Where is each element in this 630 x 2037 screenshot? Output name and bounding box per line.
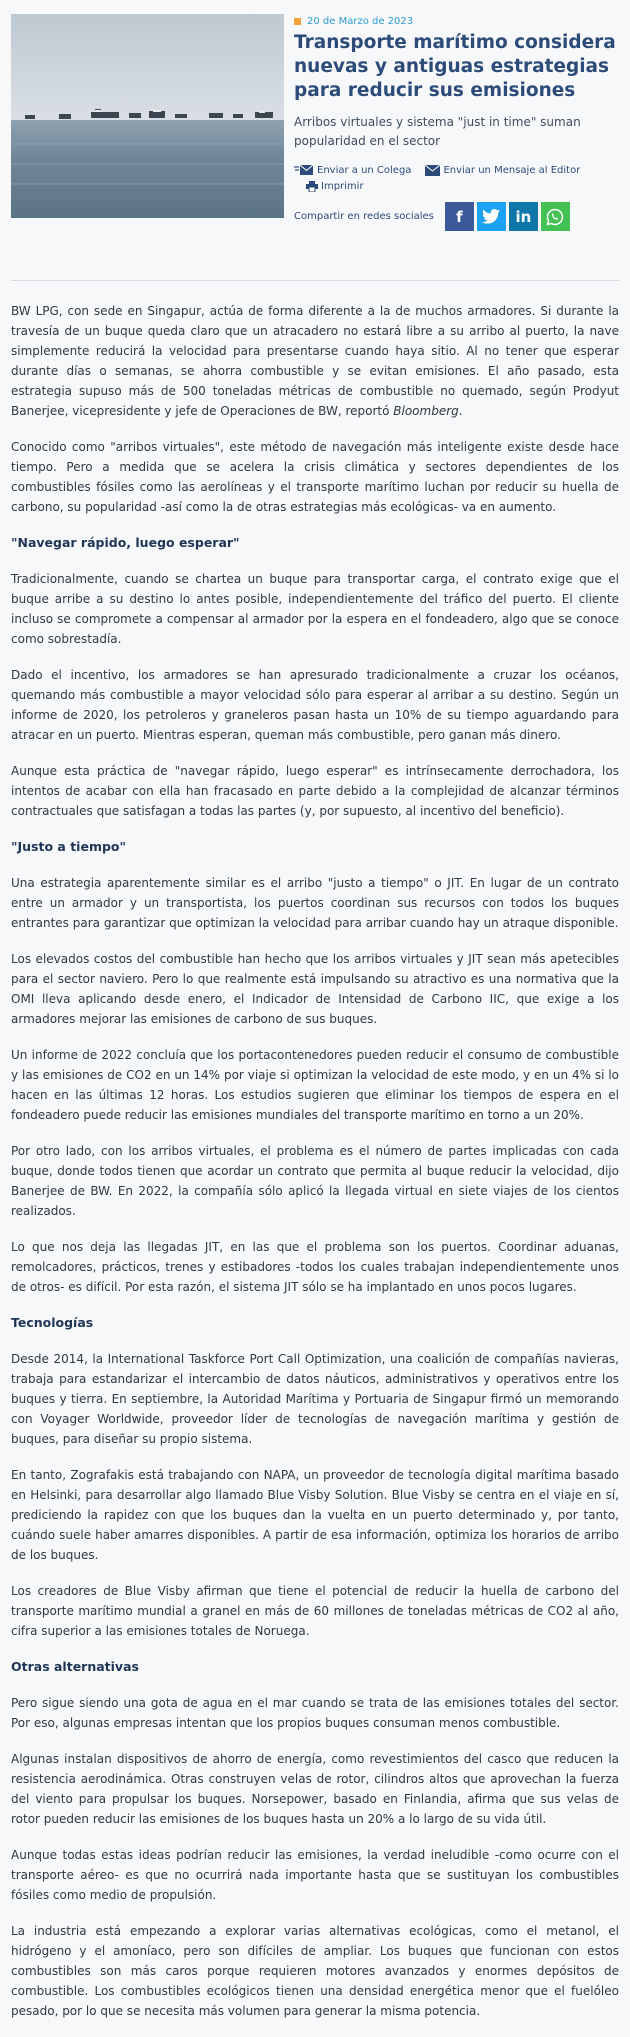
mail-forward-icon bbox=[294, 164, 314, 176]
print-link[interactable] bbox=[306, 181, 364, 192]
send-colleague-label: Enviar a un Colega bbox=[317, 164, 412, 176]
facebook-share-button[interactable] bbox=[445, 202, 474, 231]
printer-icon bbox=[306, 181, 318, 192]
send-editor-label: Enviar un Mensaje al Editor bbox=[443, 164, 581, 176]
paragraph: Conocido como "arribos virtuales", este método de navegación más inteligente existe desde hace tiempo. Pero a medida que se acelera la crisis climática y sectores dependientes de los combustibles fósiles como las aerolíneas y el transporte marítimo luchan por reducir su huella de carbono, su popularidad -así como la de otras estrategias más ecológicas- va en aumento. bbox=[11, 440, 619, 514]
facebook-icon: f bbox=[456, 207, 463, 226]
paragraph: Algunas instalan dispositivos de ahorro de energía, como revestimientos del casco que reducen la resistencia aerodinámica. Otras construyen velas de rotor, cilindros altos que aprovechan la fuerza del viento para propulsar los buques. Norsepower, basado en Finlandia, afirma que sus velas de rotor pueden reducir las emisiones de los buques hasta un 20% a lo largo de su vida útil. bbox=[11, 1752, 619, 1826]
linkedin-share-button[interactable] bbox=[509, 202, 538, 231]
paragraph: Pero sigue siendo una gota de agua en el mar cuando se trata de las emisiones totales del sector. Por eso, algunas empresas intentan que los propios buques consuman menos combustible. bbox=[11, 1696, 619, 1730]
article-actions bbox=[294, 164, 624, 192]
header-divider bbox=[11, 280, 619, 281]
paragraph: Una estrategia aparentemente similar es el arribo "justo a tiempo" o JIT. En lugar de un contrato entre un armador y un transportista, los puertos coordinan sus recursos con todos los buques entrantes para garantizar que optimizan la velocidad para arribar cuando hay un atraque disponible. bbox=[11, 876, 619, 930]
paragraph: La industria está empezando a explorar varias alternativas ecológicas, como el metanol, el hidrógeno y el amoníaco, pero son difíciles de ampliar. Los buques que funcionan con estos combustibles son más caros porque requieren motores avanzados y enormes depósitos de combustible. Los combustibles ecológicos tienen una densidad energética menor que el fuelóleo pesado, por lo que se necesita más volumen para generar la misma potencia. bbox=[11, 1924, 619, 2018]
send-editor-link[interactable] bbox=[425, 165, 580, 176]
mail-icon bbox=[425, 165, 440, 176]
article-subtitle: Arribos virtuales y sistema "just in time" suman popularidad en el sector bbox=[294, 115, 581, 148]
paragraph-text: . bbox=[458, 404, 463, 418]
twitter-icon bbox=[482, 209, 500, 224]
section-heading: Tecnologías bbox=[11, 1315, 94, 1330]
twitter-share-button[interactable] bbox=[477, 202, 506, 231]
source-name: Bloomberg bbox=[393, 404, 459, 418]
publish-date bbox=[294, 16, 624, 27]
date-marker-icon bbox=[294, 18, 301, 25]
paragraph-text: BW LPG, con sede en Singapur, actúa de forma diferente a la de muchos armadores. Si durante la travesía de un buque queda claro que un atracadero no estará libre a su arribo al puerto, la nave simplemente reducirá la velocidad para presentarse cuando haya sitio. Al no tener que esperar durante días o semanas, se ahorra combustible y se evitan emisiones. El año pasado, esta estrategia supuso más de 500 toneladas métricas de combustible no quemado, según Prodyut Banerjee, vicepresidente y jefe de Operaciones de BW, reportó bbox=[11, 304, 619, 418]
paragraph: Aunque todas estas ideas podrían reducir las emisiones, la verdad ineludible -como ocurre con el transporte aéreo- es que no ocurrirá nada importante hasta que se sustituyan los combustibles fósiles como medio de propulsión. bbox=[11, 1848, 619, 1902]
paragraph: Lo que nos deja las llegadas JIT, en las que el problema son los puertos. Coordinar aduanas, remolcadores, prácticos, trenes y estibadores -todos los cuales trabajan independientemente unos de otros- es difícil. Por esta razón, el sistema JIT sólo se ha implantado en unos pocos lugares. bbox=[11, 1240, 619, 1294]
share-label: Compartir en redes sociales bbox=[294, 211, 434, 222]
section-heading: "Navegar rápido, luego esperar" bbox=[11, 535, 240, 550]
section-heading: "Justo a tiempo" bbox=[11, 839, 127, 854]
paragraph bbox=[11, 301, 619, 421]
paragraph: Dado el incentivo, los armadores se han apresurado tradicionalmente a cruzar los océanos, quemando más combustible a mayor velocidad sólo para esperar al arribar a su destino. Según un informe de 2020, los petroleros y graneleros pasan hasta un 10% de su tiempo aguardando para atracar en un puerto. Mientras esperan, queman más combustible, pero ganan más dinero. bbox=[11, 668, 619, 742]
whatsapp-share-button[interactable] bbox=[541, 202, 570, 231]
article-header bbox=[294, 14, 624, 231]
paragraph: Desde 2014, la International Taskforce Port Call Optimization, una coalición de compañías navieras, trabaja para estandarizar el intercambio de datos náuticos, administrativos y operativos entre los buques y tierra. En septiembre, la Autoridad Marítima y Portuaria de Singapur firmó un memorando con Voyager Worldwide, proveedor líder de tecnologías de navegación marítima y gestión de buques, para diseñar su propio sistema. bbox=[11, 1352, 619, 1446]
ships-at-sea-photo bbox=[11, 14, 284, 218]
section-heading: Otras alternativas bbox=[11, 1659, 139, 1674]
send-colleague-link[interactable] bbox=[294, 164, 411, 176]
paragraph: Los creadores de Blue Visby afirman que tiene el potencial de reducir la huella de carbono del transporte marítimo mundial a granel en más de 60 millones de toneladas métricas de CO2 al año, cifra superior a las emisiones totales de Noruega. bbox=[11, 1584, 619, 1638]
paragraph: Aunque esta práctica de "navegar rápido, luego esperar" es intrínsecamente derrochadora, los intentos de acabar con ella han fracasado en parte debido a la complejidad de alcanzar términos contractuales que satisfagan a todas las partes (y, por supuesto, al incentivo del beneficio). bbox=[11, 764, 619, 818]
paragraph: En tanto, Zografakis está trabajando con NAPA, un proveedor de tecnología digital marítima basado en Helsinki, para desarrollar algo llamado Blue Visby Solution. Blue Visby se centra en el viaje en sí, prediciendo la rapidez con que los buques dan la vuelta en un puerto determinado y, por tanto, cuándo suele haber amarres disponibles. A partir de esa información, optimiza los horarios de arribo de los buques. bbox=[11, 1468, 619, 1562]
paragraph: Un informe de 2022 concluía que los portacontenedores pueden reducir el consumo de combustible y las emisiones de CO2 en un 14% por viaje si optimizan la velocidad de este modo, y en un 4% si lo hacen en las últimas 12 horas. Los estudios sugieren que eliminar los tiempos de espera en el fondeadero puede reducir las emisiones mundiales del transporte marítimo en torno a un 20%. bbox=[11, 1048, 619, 1122]
publish-date-text: 20 de Marzo de 2023 bbox=[307, 16, 414, 27]
article-body bbox=[11, 301, 619, 2037]
linkedin-icon: in bbox=[515, 207, 532, 226]
paragraph: Por otro lado, con los arribos virtuales, el problema es el número de partes implicadas con cada buque, donde todos tienen que acordar un contrato que permita al buque reducir la velocidad, dijo Banerjee de BW. En 2022, la compañía sólo aplicó la llegada virtual en siete viajes de los cientos realizados. bbox=[11, 1144, 619, 1218]
paragraph: Los elevados costos del combustible han hecho que los arribos virtuales y JIT sean más apetecibles para el sector naviero. Pero lo que realmente está impulsando su atractivo es una normativa que la OMI lleva aplicando desde enero, el Indicador de Intensidad de Carbono IIC, que exige a los armadores mejorar las emisiones de carbono de sus buques. bbox=[11, 952, 619, 1026]
print-label: Imprimir bbox=[321, 181, 364, 192]
social-share bbox=[294, 202, 624, 231]
ships-at-sea-photo-icon bbox=[11, 14, 284, 218]
article-title: Transporte marítimo considera nuevas y antiguas estrategias para reducir sus emisiones bbox=[294, 32, 616, 101]
paragraph: Tradicionalmente, cuando se chartea un buque para transportar carga, el contrato exige que el buque arribe a su destino lo antes posible, independientemente del tráfico del puerto. El cliente incluso se compromete a compensar al armador por la espera en el fondeadero, algo que se conoce como sobrestadía. bbox=[11, 572, 619, 646]
whatsapp-icon bbox=[546, 208, 564, 226]
